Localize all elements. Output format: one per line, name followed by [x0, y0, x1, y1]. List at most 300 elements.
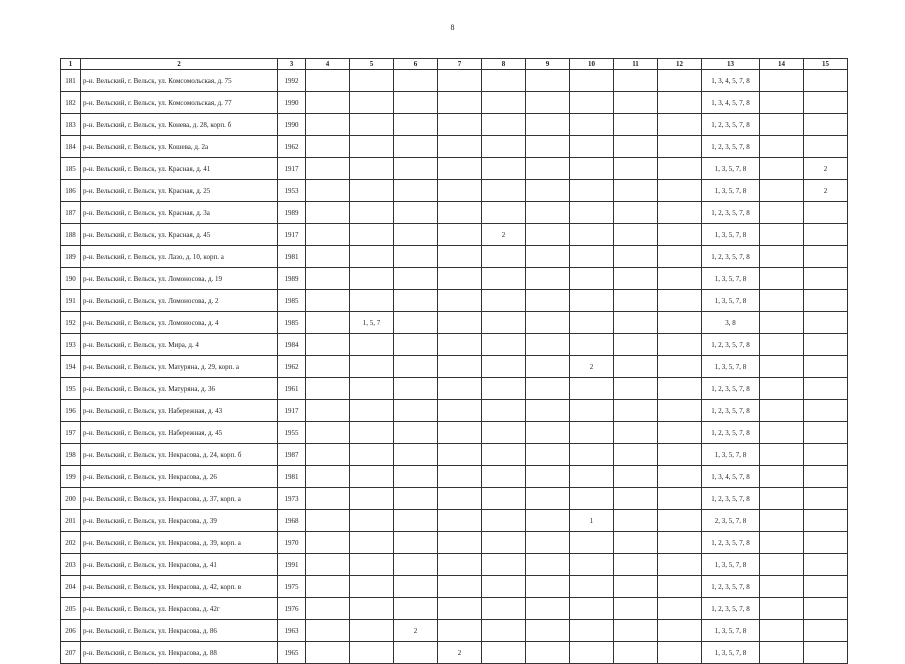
table-cell: 1, 3, 4, 5, 7, 8 [702, 70, 760, 92]
row-number-cell: 205 [61, 598, 81, 620]
table-cell [526, 70, 570, 92]
table-cell: 1, 3, 5, 7, 8 [702, 290, 760, 312]
address-cell: р-н. Вельский, г. Вельск, ул. Ломоносова, д. 19 [81, 268, 278, 290]
year-cell: 1968 [278, 510, 306, 532]
table-cell [482, 246, 526, 268]
column-header-13: 13 [702, 59, 760, 70]
table-cell [614, 510, 658, 532]
table-cell [350, 92, 394, 114]
row-number-cell: 206 [61, 620, 81, 642]
table-cell [804, 488, 848, 510]
table-cell [658, 180, 702, 202]
table-cell [760, 136, 804, 158]
table-cell [804, 268, 848, 290]
table-cell [350, 532, 394, 554]
table-cell [570, 114, 614, 136]
table-cell [658, 202, 702, 224]
table-cell [350, 488, 394, 510]
table-cell [394, 268, 438, 290]
table-cell: 1 [570, 510, 614, 532]
table-row [61, 532, 848, 554]
table-cell [482, 444, 526, 466]
row-number-cell: 185 [61, 158, 81, 180]
table-cell [306, 400, 350, 422]
table-cell: 1, 2, 3, 5, 7, 8 [702, 488, 760, 510]
table-cell [526, 554, 570, 576]
table-cell [804, 532, 848, 554]
table-cell [570, 378, 614, 400]
table-cell [350, 246, 394, 268]
table-cell [526, 114, 570, 136]
table-cell [614, 92, 658, 114]
table-cell [760, 334, 804, 356]
table-row [61, 92, 848, 114]
table-cell [658, 598, 702, 620]
table-cell [614, 114, 658, 136]
table-cell [614, 466, 658, 488]
address-cell: р-н. Вельский, г. Вельск, ул. Некрасова, д. 86 [81, 620, 278, 642]
table-cell [570, 400, 614, 422]
table-cell [760, 576, 804, 598]
table-cell [438, 92, 482, 114]
address-cell: р-н. Вельский, г. Вельск, ул. Набережная, д. 43 [81, 400, 278, 422]
table-cell [526, 268, 570, 290]
table-row [61, 356, 848, 378]
table-row [61, 510, 848, 532]
table-cell [570, 268, 614, 290]
year-cell: 1985 [278, 312, 306, 334]
table-cell [760, 246, 804, 268]
table-cell: 2 [482, 224, 526, 246]
column-header-15: 15 [804, 59, 848, 70]
table-cell [306, 224, 350, 246]
table-row [61, 136, 848, 158]
address-cell: р-н. Вельский, г. Вельск, ул. Конева, д. 28, корп. б [81, 114, 278, 136]
table-cell [438, 356, 482, 378]
table-cell [526, 180, 570, 202]
table-cell [526, 488, 570, 510]
table-cell: 1, 3, 5, 7, 8 [702, 180, 760, 202]
table-cell [804, 620, 848, 642]
table-cell: 1, 2, 3, 5, 7, 8 [702, 334, 760, 356]
table-cell [760, 642, 804, 664]
year-cell: 1963 [278, 620, 306, 642]
table-cell [350, 268, 394, 290]
table-cell: 1, 3, 5, 7, 8 [702, 620, 760, 642]
table-cell [306, 246, 350, 268]
address-cell: р-н. Вельский, г. Вельск, ул. Матуряна, д. 36 [81, 378, 278, 400]
table-row [61, 334, 848, 356]
table-cell [804, 246, 848, 268]
year-cell: 1984 [278, 334, 306, 356]
address-cell: р-н. Вельский, г. Вельск, ул. Лазо, д. 10, корп. а [81, 246, 278, 268]
table-cell [570, 334, 614, 356]
year-cell: 1917 [278, 224, 306, 246]
table-cell [526, 422, 570, 444]
row-number-cell: 192 [61, 312, 81, 334]
table-cell [658, 400, 702, 422]
year-cell: 1985 [278, 290, 306, 312]
table-cell [570, 444, 614, 466]
table-cell [804, 422, 848, 444]
table-cell [438, 224, 482, 246]
table-cell [438, 136, 482, 158]
table-cell [760, 312, 804, 334]
table-cell [482, 576, 526, 598]
table-cell [394, 510, 438, 532]
table-row [61, 114, 848, 136]
table-cell [658, 620, 702, 642]
table-cell [526, 202, 570, 224]
table-cell [658, 422, 702, 444]
row-number-cell: 189 [61, 246, 81, 268]
table-cell [350, 620, 394, 642]
column-header-7: 7 [438, 59, 482, 70]
table-cell [614, 312, 658, 334]
table-cell [760, 180, 804, 202]
table-cell [526, 312, 570, 334]
year-cell: 1976 [278, 598, 306, 620]
table-cell [658, 642, 702, 664]
table-cell [658, 158, 702, 180]
table-cell [482, 114, 526, 136]
table-cell [350, 378, 394, 400]
column-header-10: 10 [570, 59, 614, 70]
year-cell: 1990 [278, 114, 306, 136]
table-cell [570, 422, 614, 444]
table-cell [570, 576, 614, 598]
table-cell [804, 510, 848, 532]
table-cell [306, 202, 350, 224]
table-cell [306, 422, 350, 444]
table-cell [570, 224, 614, 246]
table-cell [570, 554, 614, 576]
table-cell [482, 620, 526, 642]
row-number-cell: 182 [61, 92, 81, 114]
housing-registry-table [60, 58, 848, 664]
table-cell [526, 510, 570, 532]
table-cell [394, 92, 438, 114]
table-cell [482, 202, 526, 224]
table-cell [482, 70, 526, 92]
table-cell [570, 136, 614, 158]
table-cell [658, 312, 702, 334]
table-cell [482, 554, 526, 576]
column-header-9: 9 [526, 59, 570, 70]
row-number-cell: 202 [61, 532, 81, 554]
table-cell: 1, 2, 3, 5, 7, 8 [702, 532, 760, 554]
address-cell: р-н. Вельский, г. Вельск, ул. Красная, д. 25 [81, 180, 278, 202]
table-cell: 1, 2, 3, 5, 7, 8 [702, 598, 760, 620]
table-cell [614, 246, 658, 268]
row-number-cell: 186 [61, 180, 81, 202]
row-number-cell: 196 [61, 400, 81, 422]
table-cell [394, 378, 438, 400]
table-cell [614, 70, 658, 92]
table-cell [394, 246, 438, 268]
table-cell [658, 70, 702, 92]
table-cell [394, 136, 438, 158]
row-number-cell: 201 [61, 510, 81, 532]
table-cell [804, 466, 848, 488]
table-cell [482, 158, 526, 180]
row-number-cell: 197 [61, 422, 81, 444]
column-header-5: 5 [350, 59, 394, 70]
table-cell: 1, 2, 3, 5, 7, 8 [702, 576, 760, 598]
row-number-cell: 183 [61, 114, 81, 136]
table-cell [614, 158, 658, 180]
table-row [61, 642, 848, 664]
address-cell: р-н. Вельский, г. Вельск, ул. Матуряна, д. 29, корп. а [81, 356, 278, 378]
table-cell [350, 554, 394, 576]
address-cell: р-н. Вельский, г. Вельск, ул. Некрасова, д. 39 [81, 510, 278, 532]
address-cell: р-н. Вельский, г. Вельск, ул. Красная, д. 45 [81, 224, 278, 246]
table-cell [394, 488, 438, 510]
table-cell: 2 [438, 642, 482, 664]
year-cell: 1981 [278, 466, 306, 488]
year-cell: 1965 [278, 642, 306, 664]
table-cell [804, 202, 848, 224]
table-row [61, 70, 848, 92]
table-cell [306, 290, 350, 312]
address-cell: р-н. Вельский, г. Вельск, ул. Некрасова, д. 39, корп. а [81, 532, 278, 554]
table-cell [526, 400, 570, 422]
table-cell [350, 642, 394, 664]
table-cell [760, 290, 804, 312]
address-cell: р-н. Вельский, г. Вельск, ул. Комсомольская, д. 75 [81, 70, 278, 92]
table-cell [658, 334, 702, 356]
table-cell [438, 598, 482, 620]
table-cell: 2 [570, 356, 614, 378]
table-cell [614, 136, 658, 158]
table-cell [760, 400, 804, 422]
table-row [61, 268, 848, 290]
table-cell [350, 136, 394, 158]
table-cell [614, 488, 658, 510]
row-number-cell: 194 [61, 356, 81, 378]
table-row [61, 554, 848, 576]
table-cell [614, 422, 658, 444]
table-cell [760, 158, 804, 180]
table-cell [760, 70, 804, 92]
table-cell [306, 620, 350, 642]
row-number-cell: 193 [61, 334, 81, 356]
table-cell [570, 598, 614, 620]
table-cell [394, 290, 438, 312]
table-cell [760, 356, 804, 378]
table-cell [482, 400, 526, 422]
row-number-cell: 198 [61, 444, 81, 466]
table-cell [394, 532, 438, 554]
year-cell: 1992 [278, 70, 306, 92]
address-cell: р-н. Вельский, г. Вельск, ул. Мира, д. 4 [81, 334, 278, 356]
address-cell: р-н. Вельский, г. Вельск, ул. Красная, д. 41 [81, 158, 278, 180]
table-cell [526, 356, 570, 378]
table-cell [614, 554, 658, 576]
table-cell [570, 312, 614, 334]
table-cell [804, 642, 848, 664]
address-cell: р-н. Вельский, г. Вельск, ул. Некрасова, д. 42г [81, 598, 278, 620]
table-cell [526, 598, 570, 620]
table-cell [658, 246, 702, 268]
table-cell [350, 158, 394, 180]
table-cell [482, 92, 526, 114]
table-header [61, 59, 848, 70]
table-cell [570, 70, 614, 92]
table-cell [394, 444, 438, 466]
address-cell: р-н. Вельский, г. Вельск, ул. Набережная, д. 45 [81, 422, 278, 444]
table-cell: 1, 2, 3, 5, 7, 8 [702, 400, 760, 422]
table-cell [306, 510, 350, 532]
table-cell [482, 532, 526, 554]
table-cell [438, 268, 482, 290]
table-cell [614, 598, 658, 620]
table-cell [438, 576, 482, 598]
table-cell [804, 356, 848, 378]
table-cell: 1, 2, 3, 5, 7, 8 [702, 378, 760, 400]
table-cell [804, 290, 848, 312]
table-cell [570, 92, 614, 114]
year-cell: 1991 [278, 554, 306, 576]
table-cell [804, 554, 848, 576]
table-cell [804, 334, 848, 356]
table-cell: 1, 3, 5, 7, 8 [702, 268, 760, 290]
table-cell [482, 378, 526, 400]
table-cell [570, 158, 614, 180]
year-cell: 1955 [278, 422, 306, 444]
table-cell [306, 268, 350, 290]
column-header-2: 2 [81, 59, 278, 70]
table-cell [438, 466, 482, 488]
table-cell [306, 356, 350, 378]
table-cell [614, 268, 658, 290]
table-cell [306, 576, 350, 598]
column-header-1: 1 [61, 59, 81, 70]
table-cell [658, 136, 702, 158]
table-cell [482, 466, 526, 488]
table-cell [526, 158, 570, 180]
table-cell [438, 158, 482, 180]
table-cell [570, 488, 614, 510]
address-cell: р-н. Вельский, г. Вельск, ул. Некрасова, д. 88 [81, 642, 278, 664]
table-row [61, 400, 848, 422]
table-cell [614, 642, 658, 664]
column-header-12: 12 [658, 59, 702, 70]
address-cell: р-н. Вельский, г. Вельск, ул. Ломоносова, д. 4 [81, 312, 278, 334]
header-row [61, 59, 848, 70]
table-cell [760, 620, 804, 642]
table-cell [306, 312, 350, 334]
table-cell [658, 378, 702, 400]
table-cell [306, 598, 350, 620]
table-cell [614, 180, 658, 202]
year-cell: 1970 [278, 532, 306, 554]
table-cell [614, 576, 658, 598]
table-cell [306, 70, 350, 92]
row-number-cell: 187 [61, 202, 81, 224]
table-cell [306, 444, 350, 466]
table-cell [760, 202, 804, 224]
table-cell: 1, 2, 3, 5, 7, 8 [702, 202, 760, 224]
table-cell [394, 114, 438, 136]
table-cell [804, 598, 848, 620]
table-cell [350, 466, 394, 488]
table-cell [526, 642, 570, 664]
row-number-cell: 204 [61, 576, 81, 598]
table-cell [614, 202, 658, 224]
table-cell [526, 246, 570, 268]
table-cell [526, 92, 570, 114]
table-row [61, 422, 848, 444]
table-cell [804, 576, 848, 598]
column-header-11: 11 [614, 59, 658, 70]
table-cell [760, 422, 804, 444]
table-row [61, 158, 848, 180]
table-row [61, 620, 848, 642]
year-cell: 1953 [278, 180, 306, 202]
row-number-cell: 190 [61, 268, 81, 290]
table-cell [350, 510, 394, 532]
table-cell [614, 356, 658, 378]
table-cell [760, 488, 804, 510]
column-header-14: 14 [760, 59, 804, 70]
table-cell [760, 92, 804, 114]
table-cell [760, 224, 804, 246]
table-cell [658, 466, 702, 488]
table-cell [570, 202, 614, 224]
table-cell [438, 422, 482, 444]
table-cell [482, 312, 526, 334]
table-cell [760, 554, 804, 576]
column-header-3: 3 [278, 59, 306, 70]
table-row [61, 444, 848, 466]
table-cell [438, 400, 482, 422]
row-number-cell: 203 [61, 554, 81, 576]
table-cell [526, 378, 570, 400]
table-cell [438, 378, 482, 400]
table-cell [658, 488, 702, 510]
table-cell [658, 224, 702, 246]
table-cell [614, 444, 658, 466]
table-row [61, 488, 848, 510]
address-cell: р-н. Вельский, г. Вельск, ул. Комсомольская, д. 77 [81, 92, 278, 114]
table-cell [614, 620, 658, 642]
table-cell [350, 114, 394, 136]
year-cell: 1975 [278, 576, 306, 598]
table-cell [350, 180, 394, 202]
table-cell: 2 [804, 180, 848, 202]
column-header-4: 4 [306, 59, 350, 70]
address-cell: р-н. Вельский, г. Вельск, ул. Некрасова, д. 37, корп. а [81, 488, 278, 510]
row-number-cell: 184 [61, 136, 81, 158]
table-cell [394, 356, 438, 378]
table-body [61, 70, 848, 664]
table-cell [438, 532, 482, 554]
table-cell [350, 202, 394, 224]
table-row [61, 378, 848, 400]
table-cell [438, 312, 482, 334]
table-cell [350, 422, 394, 444]
table-cell [482, 180, 526, 202]
year-cell: 1990 [278, 92, 306, 114]
table-cell [658, 510, 702, 532]
table-cell [760, 114, 804, 136]
column-header-6: 6 [394, 59, 438, 70]
table-row [61, 246, 848, 268]
table-cell [804, 92, 848, 114]
column-header-8: 8 [482, 59, 526, 70]
row-number-cell: 195 [61, 378, 81, 400]
